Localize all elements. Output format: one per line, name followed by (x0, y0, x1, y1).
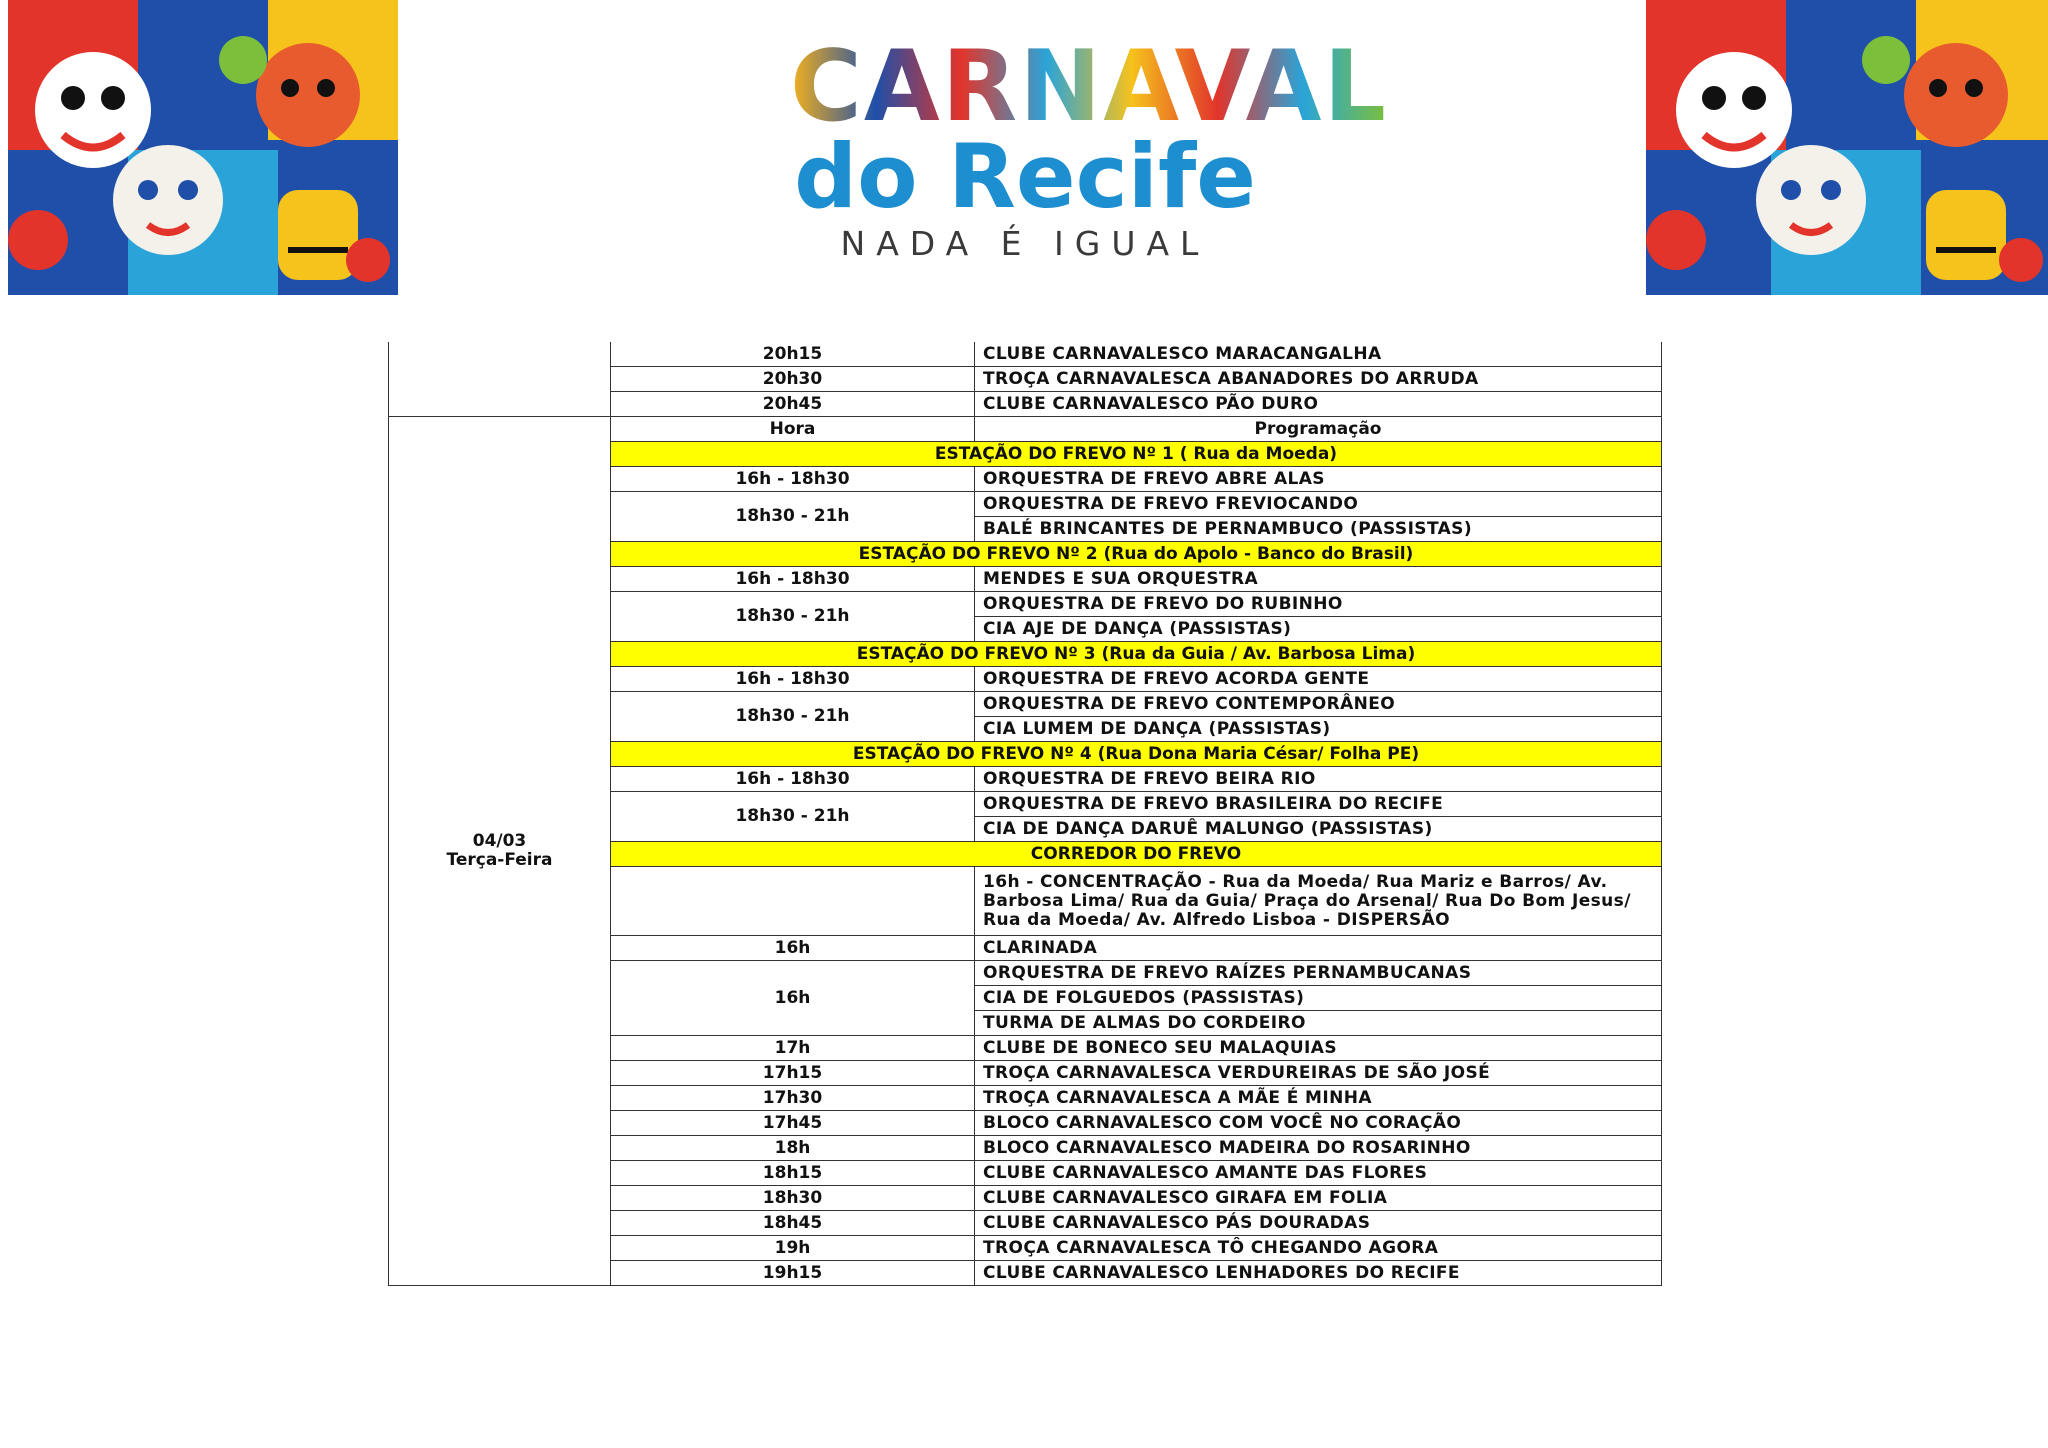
program-cell: ORQUESTRA DE FREVO BEIRA RIO (975, 767, 1662, 792)
time-cell: 16h - 18h30 (611, 567, 975, 592)
time-cell: 20h45 (611, 392, 975, 417)
logo-letter: CARNAVAL (790, 30, 1388, 144)
program-cell: ORQUESTRA DE FREVO ACORDA GENTE (975, 667, 1662, 692)
time-cell: 18h30 (611, 1186, 975, 1211)
program-cell: BLOCO CARNAVALESCO MADEIRA DO ROSARINHO (975, 1136, 1662, 1161)
time-cell: 17h (611, 1036, 975, 1061)
program-cell: CIA AJE DE DANÇA (PASSISTAS) (975, 617, 1662, 642)
program-cell: CLARINADA (975, 936, 1662, 961)
time-cell: 17h15 (611, 1061, 975, 1086)
program-cell: ORQUESTRA DE FREVO CONTEMPORÂNEO (975, 692, 1662, 717)
section-title: ESTAÇÃO DO FREVO Nº 2 (Rua do Apolo - Banco do Brasil) (611, 542, 1662, 567)
program-cell: CIA LUMEM DE DANÇA (PASSISTAS) (975, 717, 1662, 742)
program-cell: CLUBE CARNAVALESCO AMANTE DAS FLORES (975, 1161, 1662, 1186)
program-cell: CLUBE CARNAVALESCO PÁS DOURADAS (975, 1211, 1662, 1236)
carnaval-do-recife-logo (790, 30, 1388, 263)
program-cell: BALÉ BRINCANTES DE PERNAMBUCO (PASSISTAS) (975, 517, 1662, 542)
column-header-hora: Hora (611, 417, 975, 442)
time-cell: 18h30 - 21h (611, 492, 975, 542)
program-cell: CLUBE DE BONECO SEU MALAQUIAS (975, 1036, 1662, 1061)
section-title: ESTAÇÃO DO FREVO Nº 3 (Rua da Guia / Av. Barbosa Lima) (611, 642, 1662, 667)
time-cell: 18h30 - 21h (611, 592, 975, 642)
program-cell: CIA DE DANÇA DARUÊ MALUNGO (PASSISTAS) (975, 817, 1662, 842)
program-cell: BLOCO CARNAVALESCO COM VOCÊ NO CORAÇÃO (975, 1111, 1662, 1136)
route-cell: 16h - CONCENTRAÇÃO - Rua da Moeda/ Rua Mariz e Barros/ Av. Barbosa Lima/ Rua da Guia/ Praça do Arsenal/ Rua Do Bom Jesus/ Rua da Moeda/ Av. Alfredo Lisboa - DISPERSÃO (975, 867, 1662, 936)
program-cell: ORQUESTRA DE FREVO DO RUBINHO (975, 592, 1662, 617)
logo-tagline: NADA É IGUAL (840, 224, 1210, 263)
time-cell: 20h30 (611, 367, 975, 392)
time-cell: 18h45 (611, 1211, 975, 1236)
program-cell: TURMA DE ALMAS DO CORDEIRO (975, 1011, 1662, 1036)
day-weekday: Terça-Feira (446, 850, 553, 870)
previous-day-cell (389, 342, 611, 417)
time-cell: 16h - 18h30 (611, 667, 975, 692)
section-title: ESTAÇÃO DO FREVO Nº 4 (Rua Dona Maria César/ Folha PE) (611, 742, 1662, 767)
section-title: ESTAÇÃO DO FREVO Nº 1 ( Rua da Moeda) (611, 442, 1662, 467)
time-cell: 20h15 (611, 342, 975, 367)
time-cell: 16h - 18h30 (611, 767, 975, 792)
day-cell (389, 417, 611, 1286)
time-cell: 17h45 (611, 1111, 975, 1136)
section-title: CORREDOR DO FREVO (611, 842, 1662, 867)
program-cell: CLUBE CARNAVALESCO MARACANGALHA (975, 342, 1662, 367)
time-cell: 16h (611, 936, 975, 961)
schedule-table (388, 342, 1662, 1286)
time-cell: 19h (611, 1236, 975, 1261)
program-cell: ORQUESTRA DE FREVO FREVIOCANDO (975, 492, 1662, 517)
time-cell: 18h30 - 21h (611, 792, 975, 842)
program-cell: TROÇA CARNAVALESCA VERDUREIRAS DE SÃO JOSÉ (975, 1061, 1662, 1086)
program-cell: TROÇA CARNAVALESCA TÔ CHEGANDO AGORA (975, 1236, 1662, 1261)
program-cell: ORQUESTRA DE FREVO ABRE ALAS (975, 467, 1662, 492)
program-cell: ORQUESTRA DE FREVO RAÍZES PERNAMBUCANAS (975, 961, 1662, 986)
logo-title (790, 30, 1388, 144)
time-cell: 16h (611, 961, 975, 1036)
time-cell: 18h15 (611, 1161, 975, 1186)
day-date: 04/03 (472, 831, 527, 851)
program-cell: CIA DE FOLGUEDOS (PASSISTAS) (975, 986, 1662, 1011)
carnival-art-right (1646, 0, 2048, 295)
logo-subtitle: do Recife (794, 125, 1256, 228)
table-header-row (389, 417, 1662, 442)
program-cell: CLUBE CARNAVALESCO GIRAFA EM FOLIA (975, 1186, 1662, 1211)
carnival-masks-illustration-left (8, 0, 398, 295)
time-cell: 18h30 - 21h (611, 692, 975, 742)
carnival-masks-illustration-right (1646, 0, 2048, 295)
time-cell-empty (611, 867, 975, 936)
time-cell: 19h15 (611, 1261, 975, 1286)
table-row (389, 342, 1662, 367)
program-cell: CLUBE CARNAVALESCO LENHADORES DO RECIFE (975, 1261, 1662, 1286)
carnival-art-left (8, 0, 398, 295)
program-cell: TROÇA CARNAVALESCA A MÃE É MINHA (975, 1086, 1662, 1111)
program-cell: CLUBE CARNAVALESCO PÃO DURO (975, 392, 1662, 417)
program-cell: MENDES E SUA ORQUESTRA (975, 567, 1662, 592)
time-cell: 16h - 18h30 (611, 467, 975, 492)
program-cell: ORQUESTRA DE FREVO BRASILEIRA DO RECIFE (975, 792, 1662, 817)
time-cell: 18h (611, 1136, 975, 1161)
time-cell: 17h30 (611, 1086, 975, 1111)
program-cell: TROÇA CARNAVALESCA ABANADORES DO ARRUDA (975, 367, 1662, 392)
column-header-programacao: Programação (975, 417, 1662, 442)
